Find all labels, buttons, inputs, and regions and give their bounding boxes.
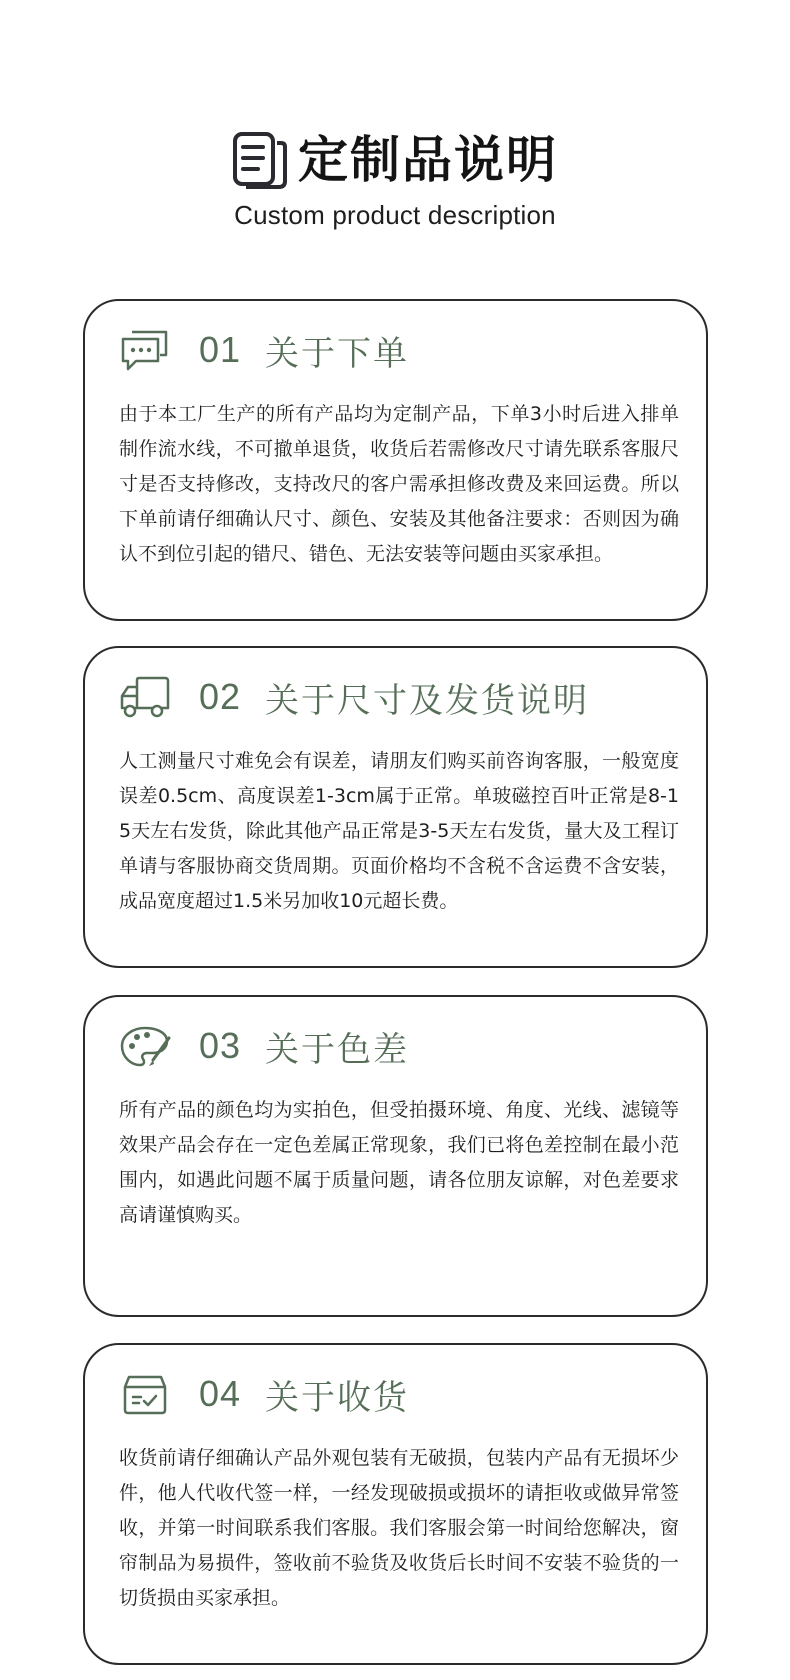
section-header <box>119 1371 409 1417</box>
title-row <box>0 128 790 192</box>
section-number: 03 <box>199 1025 242 1066</box>
package-check-icon <box>119 1371 171 1417</box>
document-icon <box>232 131 288 189</box>
section-title: 关于色差 <box>265 1029 410 1070</box>
page-header <box>0 128 790 231</box>
section-title: 关于收货 <box>265 1377 410 1418</box>
section-title: 关于尺寸及发货说明 <box>265 680 590 721</box>
delivery-truck-icon <box>119 674 171 720</box>
chat-bubbles-icon <box>119 327 171 373</box>
section-number: 01 <box>199 329 242 370</box>
section-title: 关于下单 <box>265 333 410 374</box>
section-card-color-difference <box>83 995 708 1317</box>
section-header <box>119 1023 409 1069</box>
section-card-size-shipping <box>83 646 708 968</box>
palette-icon <box>119 1023 171 1069</box>
section-number: 04 <box>199 1373 242 1414</box>
page-title: 定制品说明 <box>298 131 558 189</box>
section-header <box>119 327 409 373</box>
section-body: 人工测量尺寸难免会有误差，请朋友们购买前咨询客服，一般宽度误差0.5cm、高度误差1-3cm属于正常。单玻磁控百叶正常是8-15天左右发货，除此其他产品正常是3-5天左右发货，量大及工程订单请与客服协商交货周期。页面价格均不含税不含运费不含安装，成品宽度超过1.5米另加收10元超长费。 <box>119 750 679 912</box>
section-body: 所有产品的颜色均为实拍色，但受拍摄环境、角度、光线、滤镜等效果产品会存在一定色差属正常现象，我们已将色差控制在最小范围内，如遇此问题不属于质量问题，请各位朋友谅解，对色差要求高请谨慎购买。 <box>119 1099 679 1226</box>
section-number: 02 <box>199 676 242 717</box>
page-subtitle: Custom product description <box>234 200 556 230</box>
section-card-order <box>83 299 708 621</box>
section-card-receipt <box>83 1343 708 1665</box>
section-header <box>119 674 589 720</box>
section-body: 由于本工厂生产的所有产品均为定制产品，下单3小时后进入排单制作流水线，不可撤单退货，收货后若需修改尺寸请先联系客服尺寸是否支持修改，支持改尺的客户需承担修改费及来回运费。所以下单前请仔细确认尺寸、颜色、安装及其他备注要求：否则因为确认不到位引起的错尺、错色、无法安装等问题由买家承担。 <box>119 403 679 565</box>
section-body: 收货前请仔细确认产品外观包装有无破损，包装内产品有无损坏少件，他人代收代签一样，一经发现破损或损坏的请拒收或做异常签收，并第一时间联系我们客服。我们客服会第一时间给您解决，窗帘制品为易损件，签收前不验货及收货后长时间不安装不验货的一切货损由买家承担。 <box>119 1447 679 1609</box>
